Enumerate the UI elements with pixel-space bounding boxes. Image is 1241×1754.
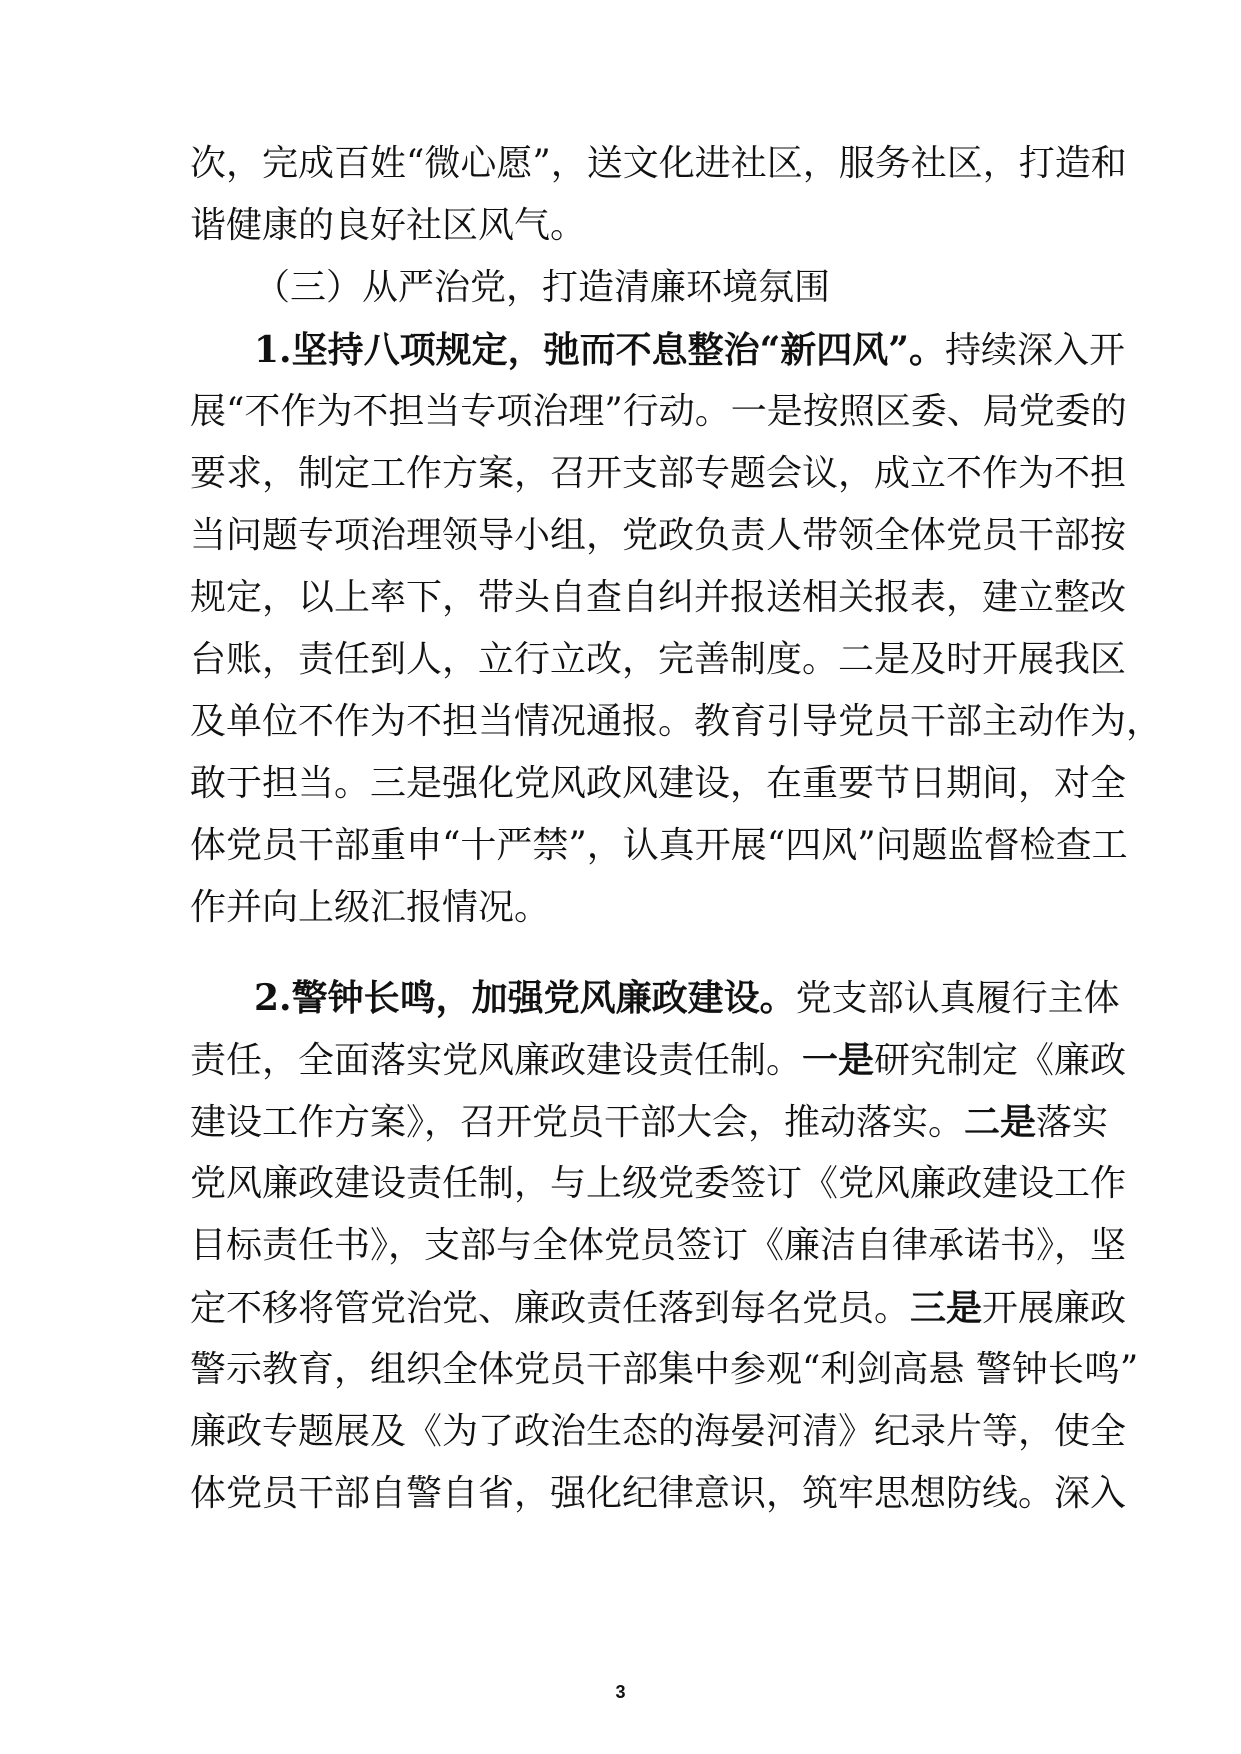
- body-line-16: [190, 1274, 1127, 1342]
- text-run: 要求，制定工作方案，召开支部专题会议，成立不作为不担: [190, 453, 1127, 494]
- body-line-8: [190, 688, 1163, 756]
- text-run: 台账，责任到人，立行立改，完善制度。二是及时开展我区: [190, 639, 1127, 680]
- body-line-6: [190, 564, 1127, 632]
- text-run: （三）从严治党，打造清廉环境氛围: [254, 267, 831, 308]
- body-line-18: [190, 1398, 1127, 1466]
- body-line-15: [190, 1212, 1127, 1280]
- body-line-14: [190, 1150, 1127, 1218]
- body-line-12: [190, 1026, 1127, 1094]
- body-line-7: [190, 626, 1127, 694]
- text-run: 谐健康的良好社区风气。: [190, 205, 587, 246]
- text-run: 警示教育，组织全体党员干部集中参观“利剑高悬 警钟长鸣”: [190, 1349, 1139, 1390]
- body-line-2: [190, 192, 1070, 260]
- subheading-line-2: [254, 964, 1120, 1032]
- body-line-13: [190, 1088, 1109, 1156]
- body-line-5: [190, 502, 1127, 570]
- bold-run: 二是: [964, 1101, 1037, 1143]
- text-run: 作并向上级汇报情况。: [190, 887, 551, 928]
- body-line-11: [190, 874, 1070, 942]
- text-run: 展“不作为不担当专项治理”行动。一是按照区委、局党委的: [190, 391, 1127, 432]
- body-line-17: [190, 1336, 1139, 1404]
- text-run: 廉政专题展及《为了政治生态的海晏河清》纪录片等，使全: [190, 1411, 1127, 1452]
- text-run: 党支部认真履行主体: [795, 978, 1120, 1019]
- subheading-line-1: [254, 316, 1126, 384]
- text-run: 及单位不作为不担当情况通报。教育引导党员干部主动作为，: [190, 701, 1163, 742]
- body-line-19: [190, 1460, 1127, 1528]
- bold-run: 一是: [802, 1039, 875, 1081]
- text-run: 开展廉政: [982, 1288, 1127, 1329]
- body-line-4: [190, 440, 1127, 508]
- bold-run: 2.警钟长鸣，加强党风廉政建设。: [254, 977, 796, 1019]
- bold-run: 1.坚持八项规定，弛而不息整治“新四风”。: [254, 329, 945, 371]
- body-line-9: [190, 750, 1127, 818]
- text-run: 责任，全面落实党风廉政建设责任制。: [190, 1040, 803, 1081]
- text-run: 体党员干部自警自省，强化纪律意识，筑牢思想防线。深入: [190, 1473, 1127, 1514]
- text-run: 目标责任书》，支部与全体党员签订《廉洁自律承诺书》，坚: [190, 1225, 1127, 1266]
- body-line-1: [190, 130, 1127, 198]
- bold-run: 三是: [910, 1287, 983, 1329]
- text-run: 次，完成百姓“微心愿”，送文化进社区，服务社区，打造和: [190, 143, 1127, 184]
- text-run: 落实: [1036, 1102, 1109, 1143]
- text-run: 党风廉政建设责任制，与上级党委签订《党风廉政建设工作: [190, 1163, 1127, 1204]
- page-number: 3: [615, 1682, 626, 1702]
- text-run: 当问题专项治理领导小组，党政负责人带领全体党员干部按: [190, 515, 1127, 556]
- text-run: 持续深入开: [945, 330, 1126, 371]
- text-run: 研究制定《廉政: [874, 1040, 1127, 1081]
- text-run: 敢于担当。三是强化党风政风建设，在重要节日期间，对全: [190, 763, 1127, 804]
- text-run: 规定，以上率下，带头自查自纠并报送相关报表，建立整改: [190, 577, 1127, 618]
- text-run: 建设工作方案》，召开党员干部大会，推动落实。: [190, 1102, 965, 1143]
- body-line-3: [190, 378, 1127, 446]
- body-line-10: [190, 812, 1128, 880]
- text-run: 定不移将管党治党、廉政责任落到每名党员。: [190, 1288, 911, 1329]
- text-run: 体党员干部重申“十严禁”，认真开展“四风”问题监督检查工: [190, 825, 1128, 866]
- section-heading: [254, 254, 1070, 322]
